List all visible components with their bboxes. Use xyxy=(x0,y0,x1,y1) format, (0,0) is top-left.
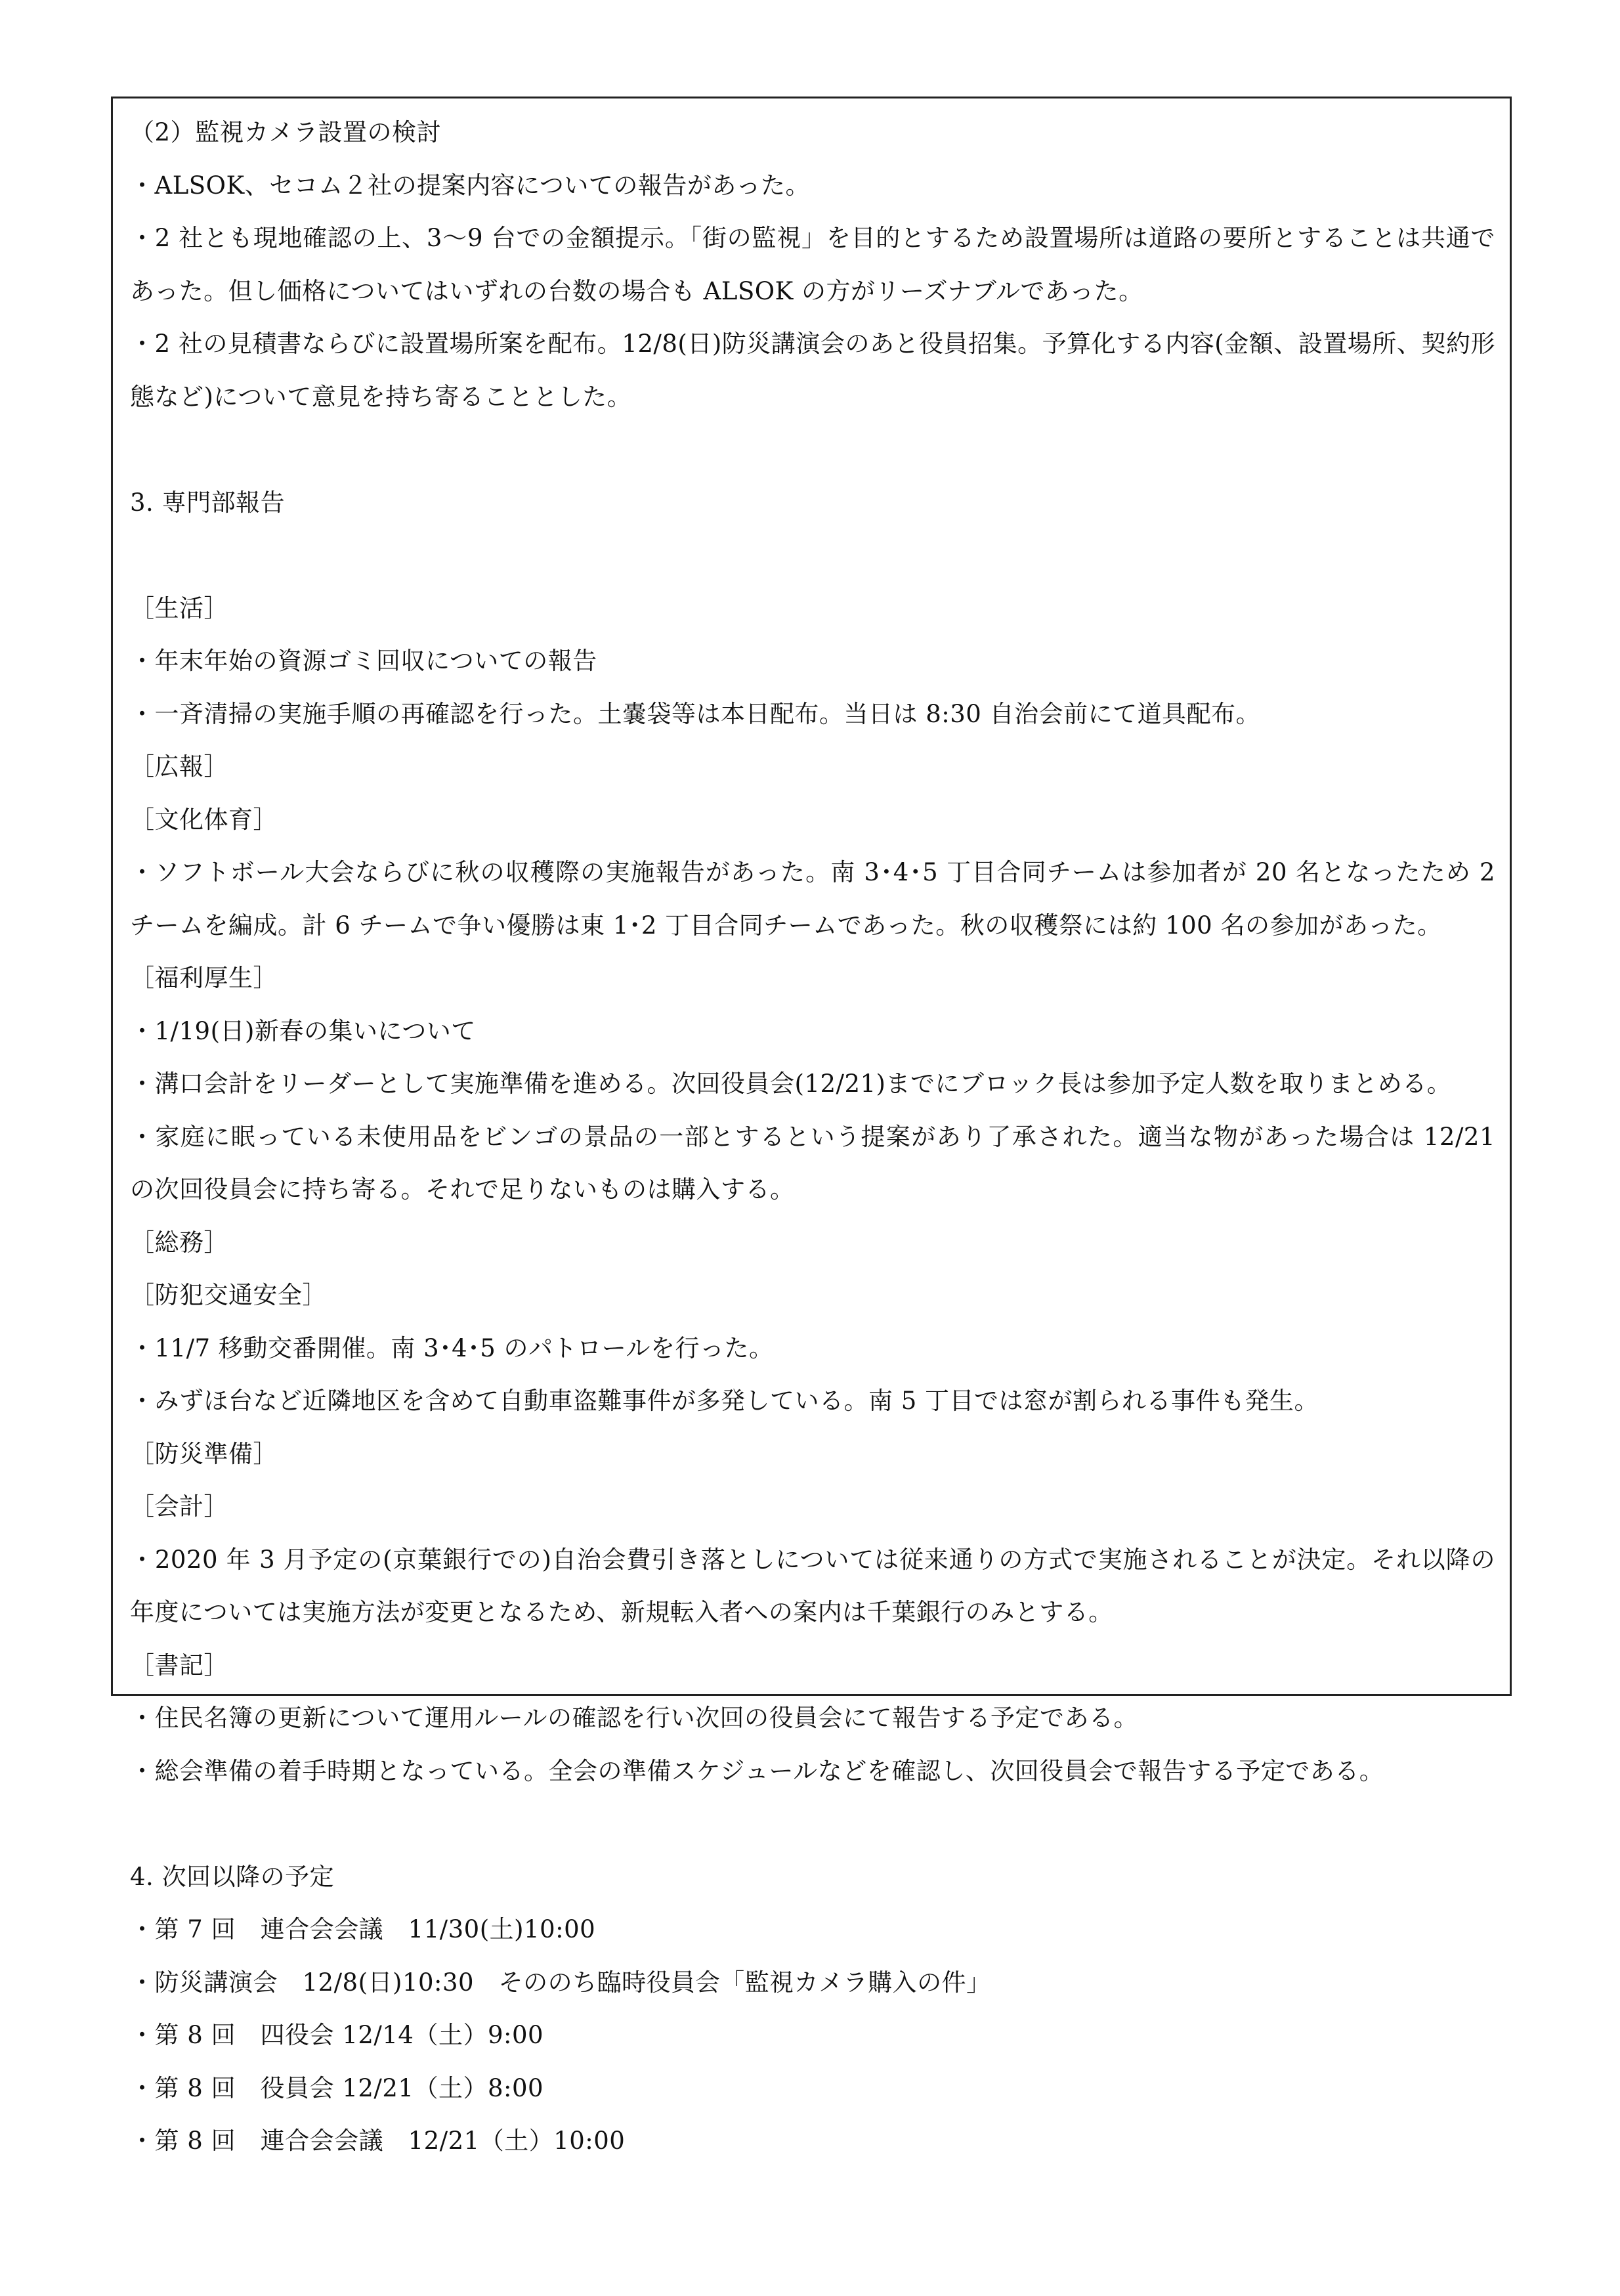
section-label-fukuri: ［福利厚生］ xyxy=(130,964,278,992)
section-label-kouhou: ［広報］ xyxy=(130,752,228,781)
fukuri-bullet: ・溝口会計をリーダーとして実施準備を進める。次回役員会(12/21)までにブロック長は参加予定人数を取りまとめる。 xyxy=(130,1070,1452,1098)
fukuri-bullet: ・1/19(日)新春の集いについて xyxy=(130,1016,476,1045)
minutes-frame xyxy=(111,97,1512,2155)
spacer xyxy=(130,1798,1495,1851)
section-label-seikatsu: ［生活］ xyxy=(130,594,228,622)
schedule-item: ・第 8 回 連合会会議 12/21（土）10:00 xyxy=(130,2127,626,2155)
section-label-kaikei: ［会計］ xyxy=(130,1492,228,1521)
schedule-item: ・第 8 回 四役会 12/14（土）9:00 xyxy=(130,2021,544,2049)
shoki-bullet: ・総会準備の着手時期となっている。全会の準備スケジュールなどを確認し、次回役員会で報告する予定である。 xyxy=(130,1756,1384,1785)
dept-heading: 3. 専門部報告 xyxy=(130,488,286,517)
section-label-bouhan: ［防犯交通安全］ xyxy=(130,1281,327,1309)
bunka-bullet: ・ソフトボール大会ならびに秋の収穫際の実施報告があった。南 3･4･5 丁目合同チームは参加者が 20 名となったため 2 チームを編成。計 6 チームで争い優勝は東 1･2 丁目合同チームであった。秋の収穫祭には約 100 名の参加があった。 xyxy=(130,858,1495,940)
camera-heading: （2）監視カメラ設置の検討 xyxy=(130,118,442,146)
seikatsu-bullet: ・一斉清掃の実施手順の再確認を行った。土嚢袋等は本日配布。当日は 8:30 自治会前にて道具配布。 xyxy=(130,699,1261,728)
seikatsu-bullet: ・年末年始の資源ゴミ回収についての報告 xyxy=(130,647,597,675)
section-label-bousai: ［防災準備］ xyxy=(130,1439,278,1468)
section-label-bunka: ［文化体育］ xyxy=(130,805,278,834)
schedule-item: ・第 7 回 連合会会議 11/30(土)10:00 xyxy=(130,1915,596,1943)
section-label-shoki: ［書記］ xyxy=(130,1651,228,1679)
camera-bullet: ・2 社の見積書ならびに設置場所案を配布。12/8(日)防災講演会のあと役員招集。予算化する内容(金額、設置場所、契約形態など)について意見を持ち寄ることとした。 xyxy=(130,330,1495,411)
schedule-heading: 4. 次回以降の予定 xyxy=(130,1862,335,1891)
spacer xyxy=(130,529,1495,582)
bouhan-bullet: ・11/7 移動交番開催。南 3･4･5 のパトロールを行った。 xyxy=(130,1333,774,1362)
schedule-item: ・第 8 回 役員会 12/21（土）8:00 xyxy=(130,2073,544,2102)
shoki-bullet: ・住民名簿の更新について運用ルールの確認を行い次回の役員会にて報告する予定である。 xyxy=(130,1704,1139,1732)
spacer xyxy=(130,423,1495,477)
camera-bullet: ・ALSOK、セコム２社の提案内容についての報告があった。 xyxy=(130,171,811,200)
bouhan-bullet: ・みずほ台など近隣地区を含めて自動車盗難事件が多発している。南 5 丁目では窓が割られる事件も発生。 xyxy=(130,1387,1319,1415)
fukuri-bullet: ・家庭に眠っている未使用品をビンゴの景品の一部とするという提案があり了承された。適当な物があった場合は 12/21 の次回役員会に持ち寄る。それで足りないものは購入する。 xyxy=(130,1122,1495,1203)
camera-bullet: ・2 社とも現地確認の上、3〜9 台での金額提示。「街の監視」を目的とするため設置場所は道路の要所とすることは共通であった。但し価格についてはいずれの台数の場合も ALSOK の方がリーズナブルであった。 xyxy=(130,224,1495,305)
section-label-soumu: ［総務］ xyxy=(130,1228,228,1257)
kaikei-bullet: ・2020 年 3 月予定の(京葉銀行での)自治会費引き落としについては従来通りの方式で実施されることが決定。それ以降の年度については実施方法が変更となるため、新規転入者への案内は千葉銀行のみとする。 xyxy=(130,1545,1495,1626)
schedule-item: ・防災講演会 12/8(日)10:30 そののち臨時役員会「監視カメラ購入の件」 xyxy=(130,1968,991,1997)
